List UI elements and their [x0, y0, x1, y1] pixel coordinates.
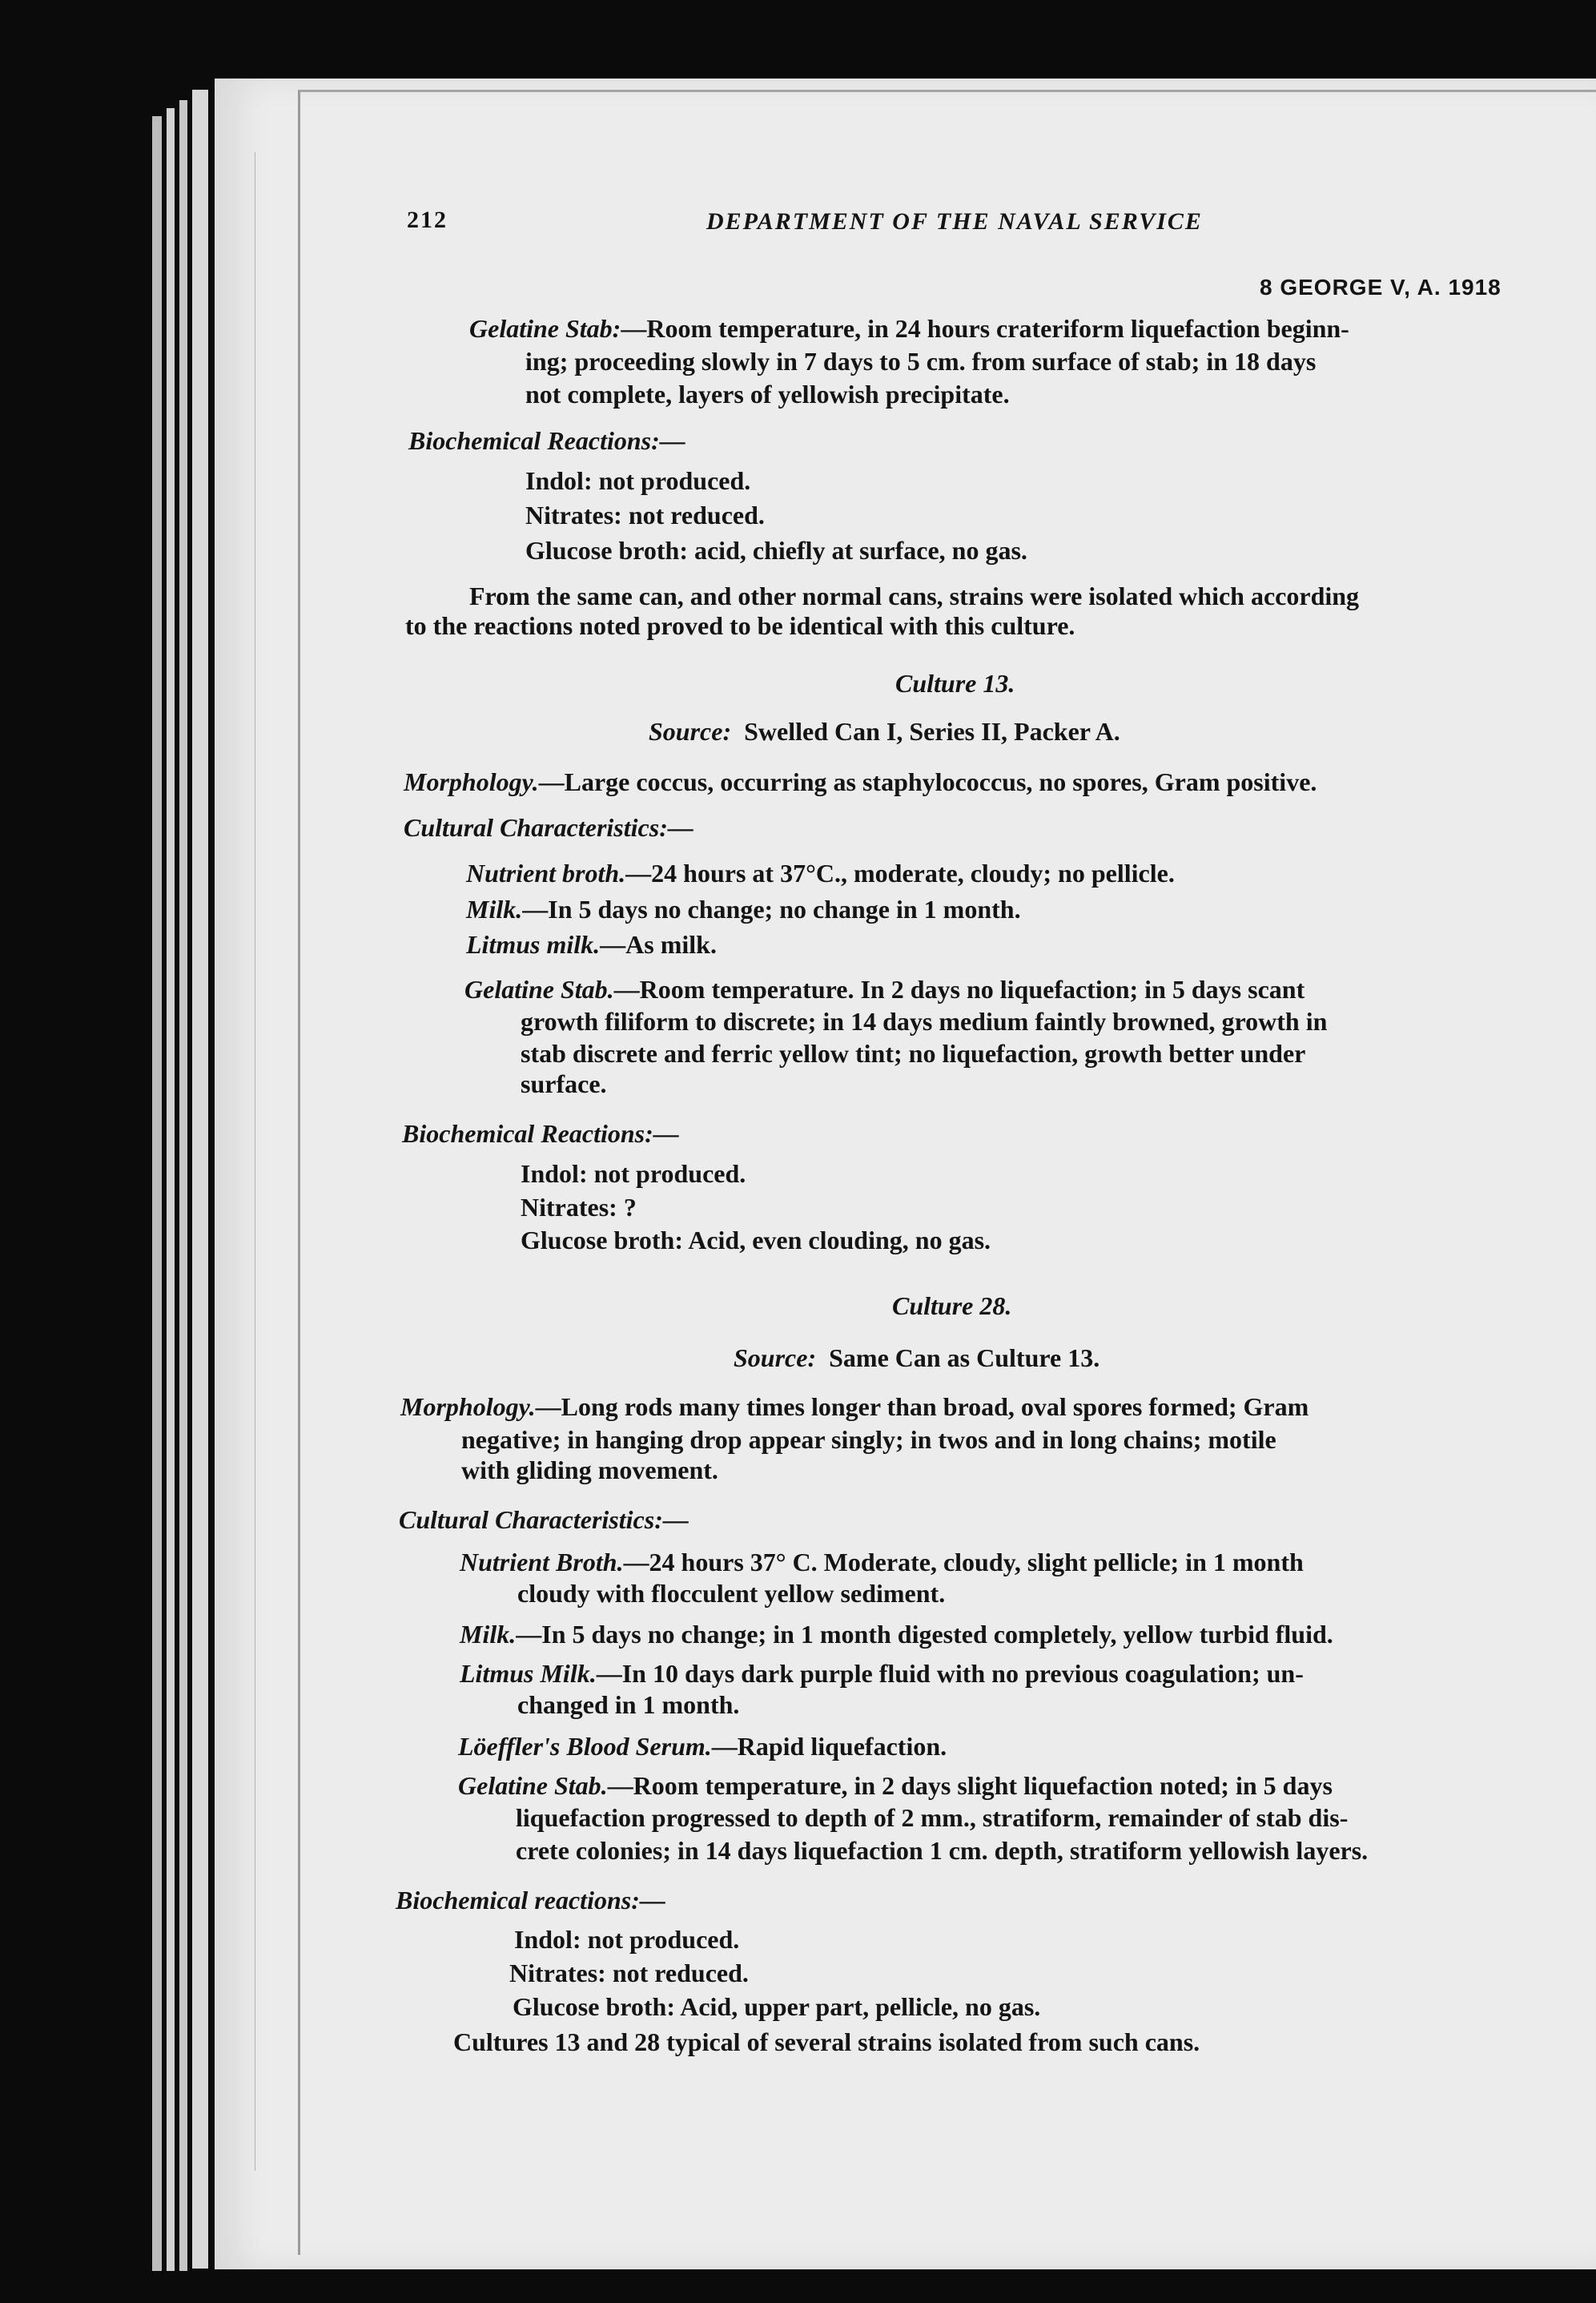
- indol-result: Indol: not produced.: [514, 1925, 740, 1954]
- glucose-result: Glucose broth: Acid, even clouding, no gas.: [521, 1226, 991, 1254]
- nutrient-broth-text: —24 hours 37° C. Moderate, cloudy, slight pellicle; in 1 month: [623, 1548, 1304, 1576]
- source-value: Same Can as Culture 13.: [829, 1343, 1100, 1372]
- cultural-heading: Cultural Characteristics:—: [404, 813, 693, 842]
- nutrient-broth-line: [460, 1546, 1304, 1579]
- milk-line: [466, 893, 1021, 926]
- culture-28-source: [734, 1342, 1100, 1375]
- biochemical-heading: Biochemical reactions:—: [396, 1886, 665, 1914]
- morphology-text: —Long rods many times longer than broad, oval spores formed; Gram: [535, 1392, 1309, 1421]
- culture-28-title: Culture 28.: [892, 1291, 1012, 1320]
- page-edge: [192, 90, 208, 2269]
- source-label: Source:: [734, 1343, 817, 1372]
- morphology-label: Morphology.: [400, 1392, 536, 1421]
- gelatine-stab-line: ing; proceeding slowly in 7 days to 5 cm. from surface of stab; in 18 days: [525, 347, 1317, 376]
- nutrient-broth-line: cloudy with flocculent yellow sediment.: [517, 1579, 946, 1608]
- milk-text: —In 5 days no change; in 1 month digested completely, yellow turbid fluid.: [516, 1620, 1333, 1649]
- gelatine-stab-line: surface.: [521, 1069, 607, 1098]
- milk-label: Milk.: [466, 895, 523, 924]
- gelatine-stab-line: not complete, layers of yellowish precipitate.: [525, 380, 1010, 409]
- indol-result: Indol: not produced.: [525, 466, 751, 495]
- loeffler-text: —Rapid liquefaction.: [711, 1732, 947, 1761]
- summary-line: From the same can, and other normal cans, strains were isolated which according: [469, 582, 1360, 610]
- summary-line: to the reactions noted proved to be identical with this culture.: [405, 611, 1075, 640]
- litmus-milk-label: Litmus Milk.: [460, 1659, 597, 1688]
- biochemical-heading: Biochemical Reactions:—: [408, 426, 685, 455]
- culture-28-morphology: [400, 1391, 1309, 1423]
- gelatine-stab-text: —Room temperature. In 2 days no liquefaction; in 5 days scant: [613, 975, 1305, 1004]
- morphology-line: negative; in hanging drop appear singly; in twos and in long chains; motile: [461, 1425, 1276, 1454]
- nitrates-result: Nitrates: not reduced.: [525, 501, 765, 529]
- loeffler-line: [458, 1730, 947, 1763]
- gelatine-stab-line: [464, 973, 1305, 1006]
- glucose-result: Glucose broth: acid, chiefly at surface, no gas.: [525, 536, 1027, 565]
- session-line: 8 GEORGE V, A. 1918: [1260, 275, 1502, 300]
- conclusion-line: Cultures 13 and 28 typical of several strains isolated from such cans.: [453, 2027, 1200, 2056]
- source-label: Source:: [649, 717, 732, 746]
- gelatine-stab-text: —Room temperature, in 2 days slight liquefaction noted; in 5 days: [607, 1771, 1333, 1800]
- litmus-milk-line: [460, 1657, 1304, 1690]
- glucose-result: Glucose broth: Acid, upper part, pellicle, no gas.: [513, 1992, 1041, 2021]
- gelatine-stab-paragraph: [469, 312, 1349, 345]
- gelatine-stab-text: —Room temperature, in 24 hours crateriform liquefaction beginn-: [621, 314, 1349, 343]
- page-edge: [167, 108, 175, 2271]
- gelatine-stab-label: Gelatine Stab:: [469, 314, 621, 343]
- loeffler-label: Löeffler's Blood Serum.: [458, 1732, 712, 1761]
- gelatine-stab-label: Gelatine Stab.: [458, 1771, 608, 1800]
- cultural-heading: Cultural Characteristics:—: [399, 1505, 689, 1534]
- nitrates-result: Nitrates: not reduced.: [509, 1959, 749, 1987]
- gelatine-stab-label: Gelatine Stab.: [464, 975, 614, 1004]
- culture-13-source: [649, 715, 1120, 748]
- morphology-label: Morphology.: [404, 767, 539, 796]
- litmus-milk-line: [466, 928, 717, 961]
- page-edge: [152, 116, 162, 2271]
- milk-line: [460, 1618, 1333, 1651]
- milk-label: Milk.: [460, 1620, 517, 1649]
- morphology-line: with gliding movement.: [461, 1455, 718, 1484]
- litmus-milk-label: Litmus milk.: [466, 930, 601, 959]
- nutrient-broth-line: [466, 857, 1175, 890]
- gelatine-stab-line: stab discrete and ferric yellow tint; no liquefaction, growth better under: [521, 1039, 1306, 1068]
- page-number: 212: [407, 207, 448, 233]
- gelatine-stab-line: liquefaction progressed to depth of 2 mm., stratiform, remainder of stab dis-: [516, 1803, 1349, 1832]
- culture-13-title: Culture 13.: [895, 669, 1015, 698]
- litmus-milk-line: changed in 1 month.: [517, 1690, 740, 1719]
- running-title: DEPARTMENT OF THE NAVAL SERVICE: [706, 208, 1203, 235]
- gelatine-stab-line: [458, 1770, 1333, 1802]
- indol-result: Indol: not produced.: [521, 1159, 746, 1188]
- gelatine-stab-line: growth filiform to discrete; in 14 days medium faintly browned, growth in: [521, 1007, 1328, 1036]
- morphology-text: —Large coccus, occurring as staphylococcus, no spores, Gram positive.: [538, 767, 1317, 796]
- litmus-milk-text: —In 10 days dark purple fluid with no previous coagulation; un-: [596, 1659, 1304, 1688]
- page-edge: [179, 100, 187, 2271]
- page-frame: [298, 90, 1596, 2255]
- nutrient-broth-text: —24 hours at 37°C., moderate, cloudy; no pellicle.: [625, 859, 1175, 888]
- nutrient-broth-label: Nutrient broth.: [466, 859, 626, 888]
- source-value: Swelled Can I, Series II, Packer A.: [744, 717, 1120, 746]
- milk-text: —In 5 days no change; no change in 1 month.: [522, 895, 1021, 924]
- litmus-milk-text: —As milk.: [600, 930, 717, 959]
- biochemical-heading: Biochemical Reactions:—: [402, 1119, 679, 1148]
- nutrient-broth-label: Nutrient Broth.: [460, 1548, 624, 1576]
- gelatine-stab-line: crete colonies; in 14 days liquefaction 1 cm. depth, stratiform yellowish layers.: [516, 1836, 1369, 1865]
- nitrates-result: Nitrates: ?: [521, 1193, 637, 1222]
- culture-13-morphology: [404, 766, 1317, 799]
